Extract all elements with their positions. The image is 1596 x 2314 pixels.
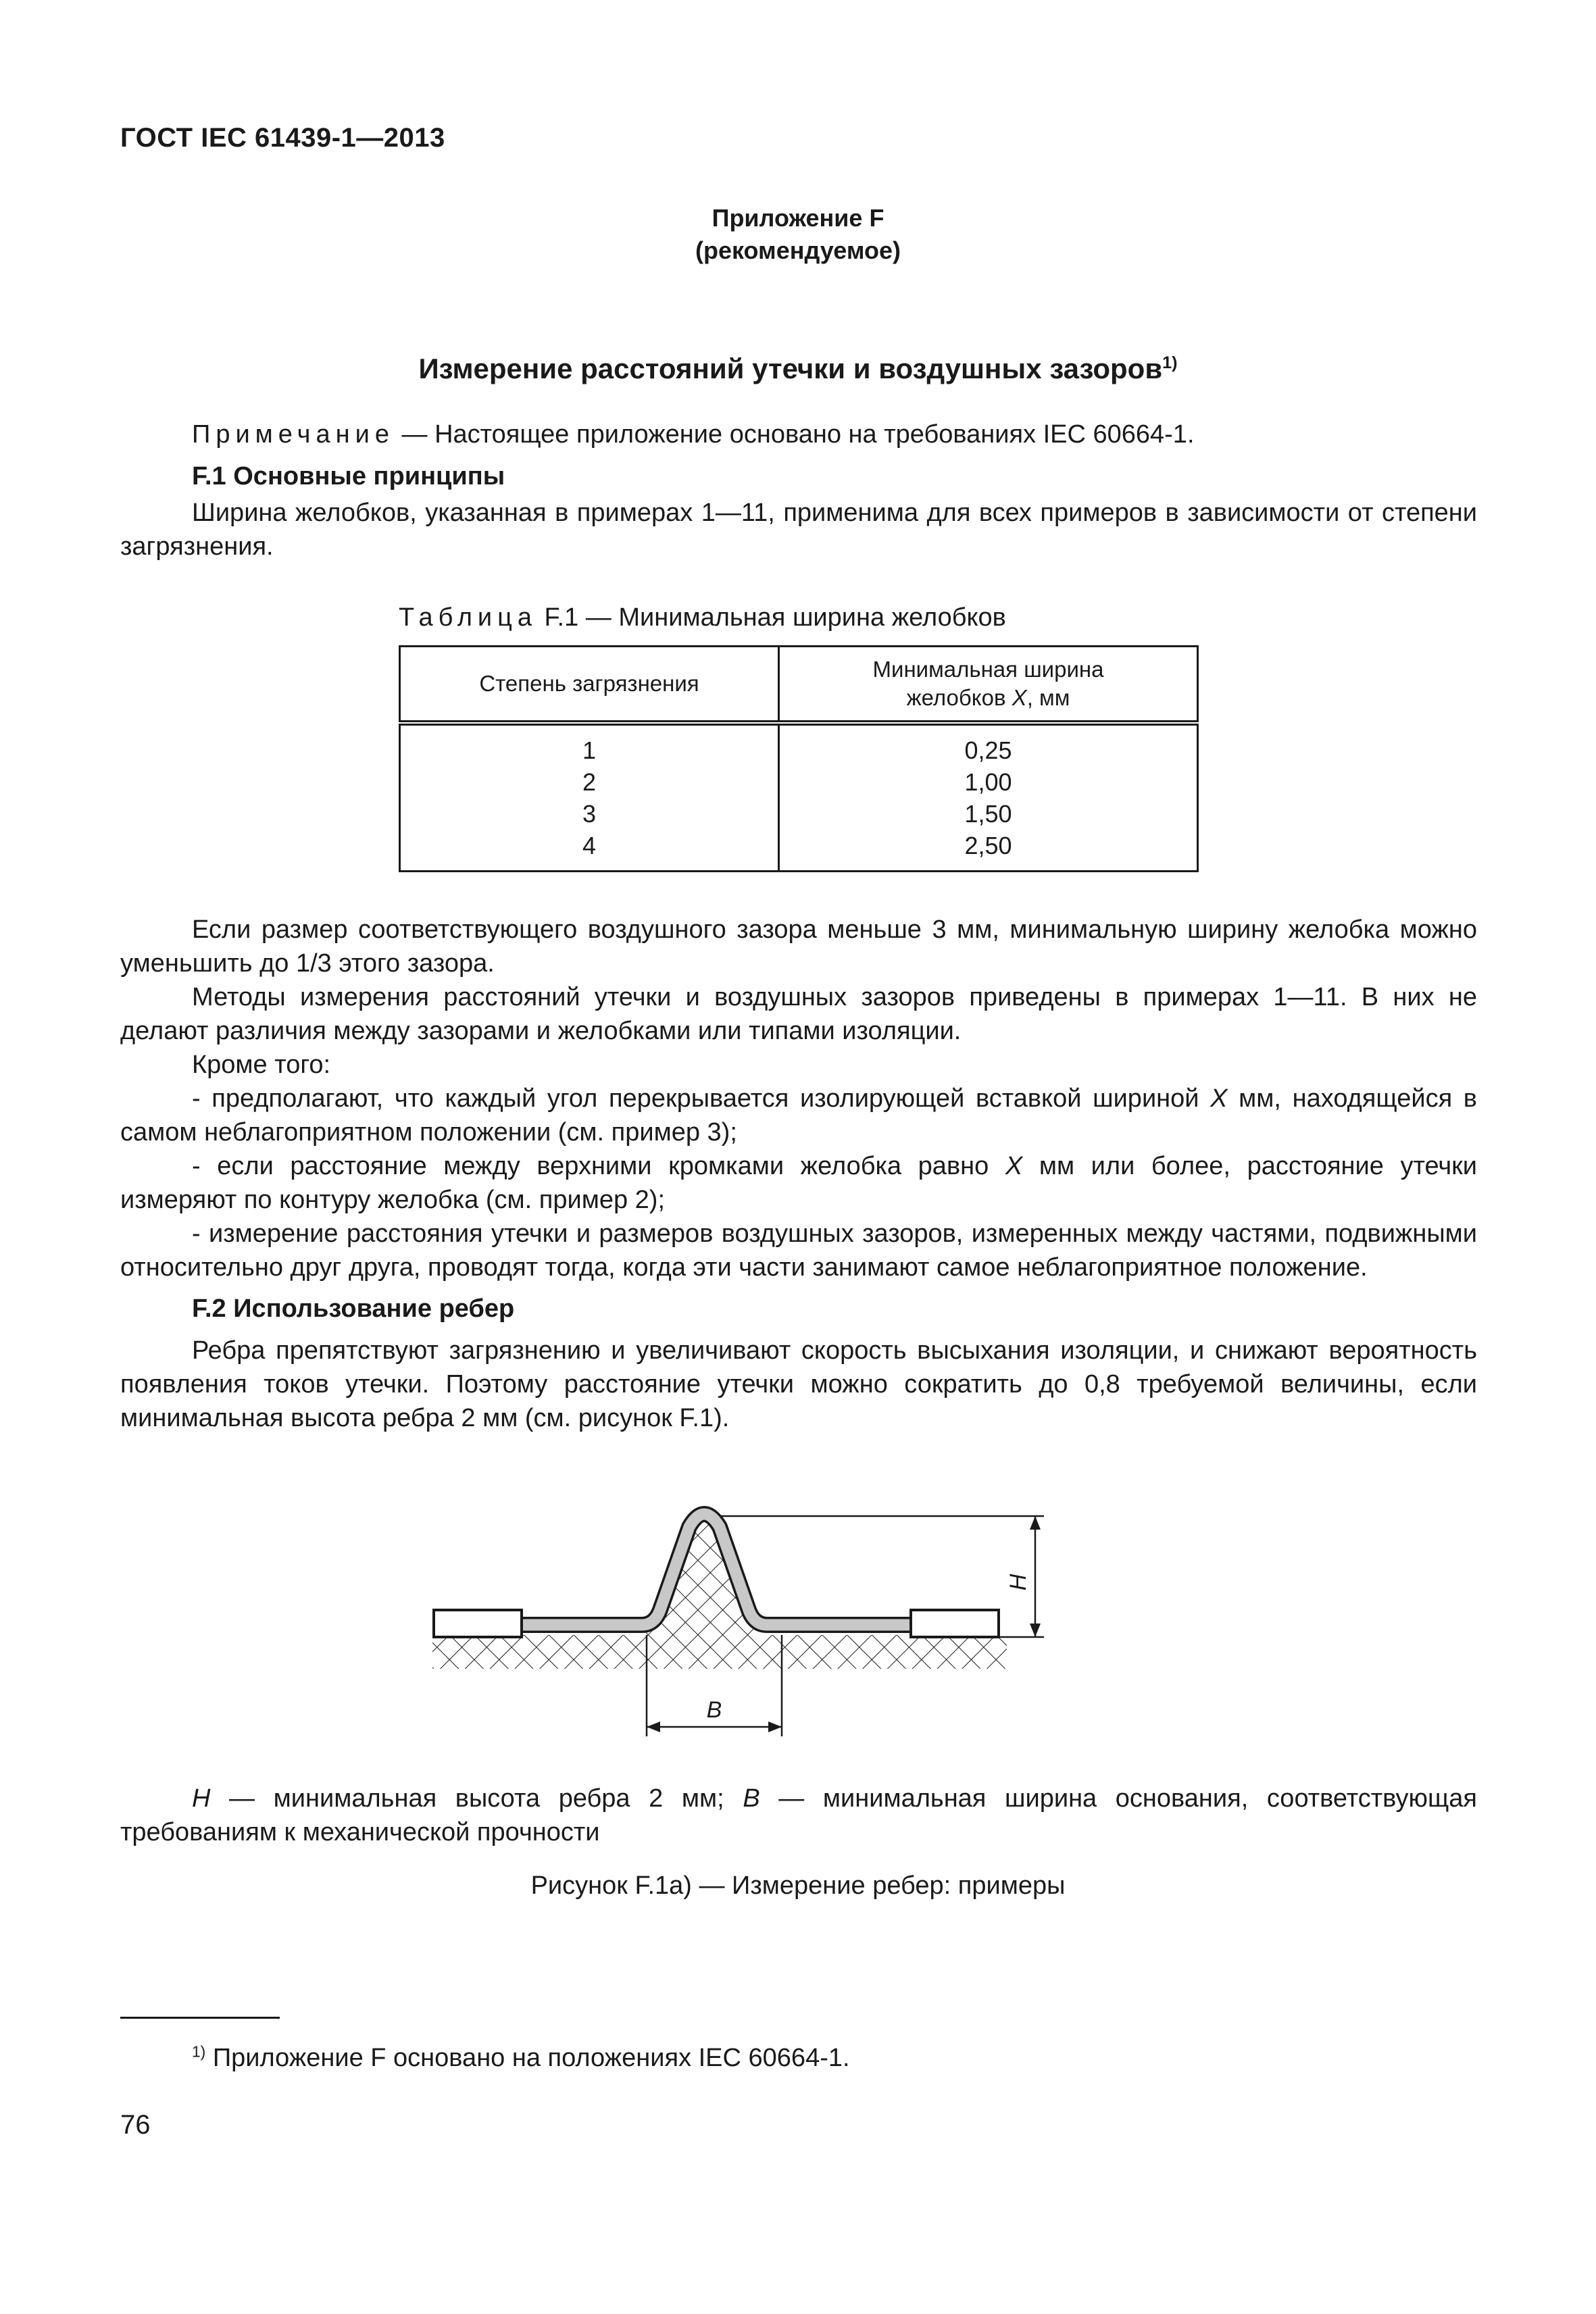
bullet-corner-var: X [1210,1084,1228,1113]
legend-text-1: — минимальная высота ребра 2 мм; [210,1784,743,1813]
height-arrow-bottom [1030,1624,1041,1637]
section-f1-title: F.1 Основные принципы [192,462,505,491]
note-paragraph [120,418,1477,451]
table-header-width-line2a: желобков [906,685,1012,710]
paragraph-moreover: Кроме того: [192,1051,331,1079]
label-B: B [706,1697,722,1723]
right-conductor-block [911,1610,999,1637]
bullet-corner-a: - предполагают, что каждый угол перекрывается изолирующей вставкой шириной [192,1084,1211,1113]
bullet-groove-b: мм или более, расстояние утечки измеряют по контуру желобка (см. пример 2); [120,1152,1477,1214]
paragraph-air-gap: Если размер соответствующего воздушного зазора меньше 3 мм, минимальную ширину желобка можно уменьшить до 1/3 этого зазора. [120,915,1477,978]
table-cell-width: 0,25 [779,723,1198,766]
footnote-text: Приложение F основано на положениях IEC 60664-1. [205,2044,850,2072]
note-label: Примечание [192,420,395,449]
table-cell-width: 1,50 [779,798,1198,830]
footnote-marker: 1) [192,2042,206,2061]
table-row [400,723,1198,766]
table-cell-width: 2,50 [779,830,1198,872]
base-material-hatching [432,1635,1007,1669]
bullet-groove-a: - если расстояние между верхними кромками желобка равно [192,1152,1005,1180]
table-row [400,766,1198,798]
table-row [400,830,1198,872]
table-cell-degree: 1 [400,723,779,766]
table-caption-text: F.1 — Минимальная ширина желобков [537,603,1006,632]
section-f2-paragraph: Ребра препятствуют загрязнению и увеличивают скорость высыхания изоляции, и снижают вероятность появления токов утечки. Поэтому расстояние утечки можно сократить до 0,8 требуемой величины, если минимальная высота ребра 2 мм (см. рисунок F.1). [120,1336,1477,1432]
table-cell-width: 1,00 [779,766,1198,798]
height-arrow-top [1030,1516,1041,1530]
figure-caption: Рисунок F.1а) — Измерение ребер: примеры [530,1871,1066,1900]
annex-title: Приложение F [712,204,884,232]
annex-heading-footnote-ref: 1) [1162,353,1178,372]
section-f2-title: F.2 Использование ребер [192,1294,515,1323]
footnote [192,2044,850,2073]
annex-heading-text: Измерение расстояний утечки и воздушных зазоров [418,353,1163,384]
footnote-separator [120,2017,280,2019]
page-number: 76 [120,2110,151,2140]
document-id: ГОСТ IEC 61439-1—2013 [120,123,445,153]
table-header-width-line1: Минимальная ширина [872,657,1104,682]
section-f1-paragraph: Ширина желобков, указанная в примерах 1—11, применима для всех примеров в зависимости от степени загрязнения. [120,499,1477,561]
legend-text-2: — минимальная ширина основания, соответствующая требованиям к механической прочности [120,1784,1477,1846]
figure-legend [120,1782,1477,1849]
table-caption [399,603,1006,632]
table-cell-degree: 4 [400,830,779,872]
annex-heading [0,353,1596,385]
table-caption-label: Таблица [399,603,537,632]
base-arrow-right [768,1721,782,1732]
table-row [400,798,1198,830]
table-header-pollution: Степень загрязнения [400,647,779,724]
annex-subtitle: (рекомендуемое) [695,236,901,264]
table-cell-degree: 3 [400,798,779,830]
table-cell-degree: 2 [400,766,779,798]
paragraph-methods: Методы измерения расстояний утечки и воздушных зазоров приведены в примерах 1—11. В них не делают различия между зазорами и желобками или типами изоляции. [120,983,1477,1045]
base-arrow-left [647,1721,660,1732]
table-header-width [779,647,1198,724]
table-header-width-line2b: , мм [1026,685,1070,710]
rib-measurement-figure [412,1473,1088,1757]
bullet-movable-parts: - измерение расстояния утечки и размеров воздушных зазоров, измеренных между частями, подвижными относительно друг друга, проводят тогда, когда эти части занимают самое неблагоприятное положение. [120,1219,1477,1282]
note-text: — Настоящее приложение основано на требованиях IEC 60664-1. [394,420,1195,449]
bullet-corner [120,1082,1477,1149]
bullet-groove-var: X [1005,1152,1023,1180]
legend-B: B [743,1784,760,1813]
bullet-groove [120,1149,1477,1217]
legend-H: H [192,1784,211,1813]
left-conductor-block [434,1610,522,1637]
table-header-width-var: X [1012,685,1027,710]
bullet-corner-b: мм, находящейся в самом неблагоприятном положении (см. пример 3); [120,1084,1477,1147]
label-H: H [1005,1574,1031,1591]
groove-width-table [399,645,1199,872]
